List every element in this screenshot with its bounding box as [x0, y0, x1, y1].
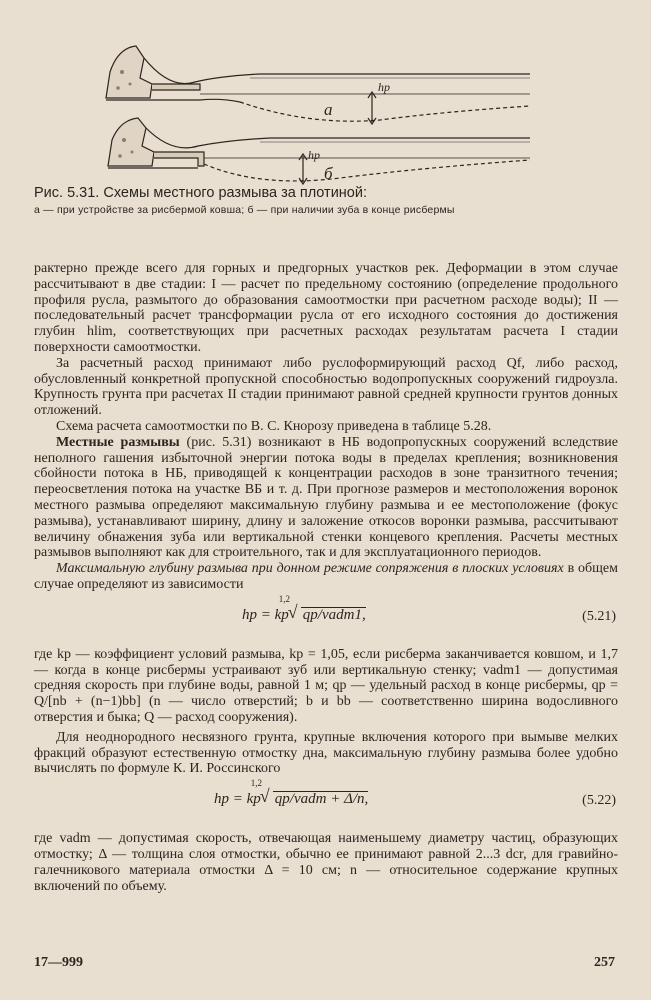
- caption-subtitle: а — при устройстве за рисбермой ковша; б — при наличии зуба в конце рисбермы: [34, 204, 455, 216]
- figure-5-31: [100, 28, 540, 188]
- formula-5-21-radicand: qp/vadm1,: [302, 606, 366, 623]
- paragraph-2: За расчетный расход принимают либо руслоформирующий расход Qf, либо расход, обусловленный конкретной пропускной способностью водопропускных сооружений гидроузла. Крупность грунта при расчетах II стадии принимают равной средней крупности грунтов донных отложений.: [34, 355, 618, 419]
- page-number: 257: [594, 955, 615, 970]
- depth-label-b: hp: [308, 148, 320, 162]
- scour-line-b: [204, 160, 530, 181]
- figure-label-a: а: [324, 100, 333, 119]
- riverbed-a: [106, 99, 240, 102]
- caption-title: Рис. 5.31. Схемы местного размыва за плотиной:: [34, 185, 367, 201]
- formula-5-22-radicand: qp/vadm + Δ/n,: [274, 791, 369, 808]
- paragraph-3: Схема расчета самоотмостки по В. С. Кнорозу приведена в таблице 5.28.: [56, 418, 492, 434]
- printer-signature: 17—999: [34, 955, 83, 970]
- formula-5-22-radical: [250, 778, 369, 808]
- apron-a: [152, 84, 200, 90]
- formula-5-21-radical: [278, 593, 366, 624]
- formula-5-21-number: (5.21): [582, 608, 616, 624]
- water-surface-b: [146, 128, 530, 148]
- body-text: [34, 261, 618, 894]
- paragraph-7: Для неоднородного несвязного грунта, крупные включения которого при вымыве мелких фракций образуют естественную отмостку дна, максимальную глубину размыва более удобно вычислять по формуле К. И. Россинского: [34, 729, 618, 777]
- dam-block-b: [108, 118, 154, 166]
- paragraph-8: где vadm — допустимая скорость, отвечающая наименьшему диаметру частиц, образующих отмостку; Δ — толщина слоя отмостки, обычно ее принимают равной 2...3 dcr, для гравийно-галечникового материала отмостки Δ = 10 см; n — относительное содержание крупных включений по объему.: [34, 831, 618, 894]
- formula-5-21: [34, 593, 618, 641]
- paragraph-5: [34, 561, 618, 593]
- formula-5-21-lhs: hp = kp: [242, 606, 289, 623]
- paragraph-6: где kp — коэффициент условий размыва, kp = 1,05, если рисберма заканчивается ковшом, и 1,7 — когда в конце рисбермы устраивают зуб или вертикальную стенку; vadm1 — допустимая средняя скорость при глубине воды, равной 1 м; qp — удельный расход в конце рисбермы, qp = Q/[nb + (n−1)bb] (n — число отверстий; b и bb — соответственно ширина водосливного отверстия и быка; Q — расход сооружения).: [34, 646, 618, 725]
- scour-line-a: [240, 102, 530, 121]
- formula-5-22-number: (5.22): [582, 793, 616, 809]
- figure-label-b: б: [324, 164, 333, 183]
- formula-5-21-index: √ 1,2: [278, 593, 291, 604]
- water-surface-a: [144, 58, 530, 84]
- paragraph-1: рактерно прежде всего для горных и предгорных участков рек. Деформации в этом случае рассчитывают в две стадии: I — расчет по предельному состоянию (определение продольного профиля русла, размытого до образования самоотмостки при расчетном расходе воды); II — последовательный расчет трансформации русла от его исходного состояния до достижения глубин hlim, соответствующих при расчетных расходах результатам расчета I стадии поверхности самоотмостки.: [34, 261, 618, 355]
- paragraph-4-text: (рис. 5.31) возникают в НБ водопропускных сооружений вследствие неполного гашения избыточной энергии потока воды в пределах крепления; возникновения сбойности потока в НБ, приводящей к концентрации расходов в зоне транзитного течения; переосветления потока на участке ВБ и т. д. При прогнозе размеров и местоположения воронок местного размыва определяют максимальную глубину размыва и ее местоположение (фокус размыва), устанавливают ширину, длину и заложение откосов воронки размыва, рассчитывают величину обнажения зуба или вертикальной стенки концевого крепления. Расчеты местных размывов выполняют как для строительного, так и для эксплуатационного периодов.: [34, 434, 619, 561]
- paragraph-5-italic: Максимальную глубину размыва при донном режиме сопряжения в плоских условиях: [56, 561, 564, 577]
- formula-5-22-lhs: hp = kp: [214, 791, 261, 808]
- paragraph-5-text: в общем случае определяют из зависимости: [34, 561, 618, 592]
- paragraph-4: [34, 435, 618, 561]
- figure-caption: [34, 184, 624, 218]
- formula-5-22: [34, 778, 618, 825]
- depth-label-a: hp: [378, 80, 390, 94]
- dam-block-a: [106, 46, 152, 98]
- term-local-scour: Местные размывы: [56, 434, 180, 450]
- apron-b: [154, 152, 204, 166]
- scour-diagram: [100, 28, 540, 188]
- formula-5-22-index: √ 1,2: [250, 778, 263, 789]
